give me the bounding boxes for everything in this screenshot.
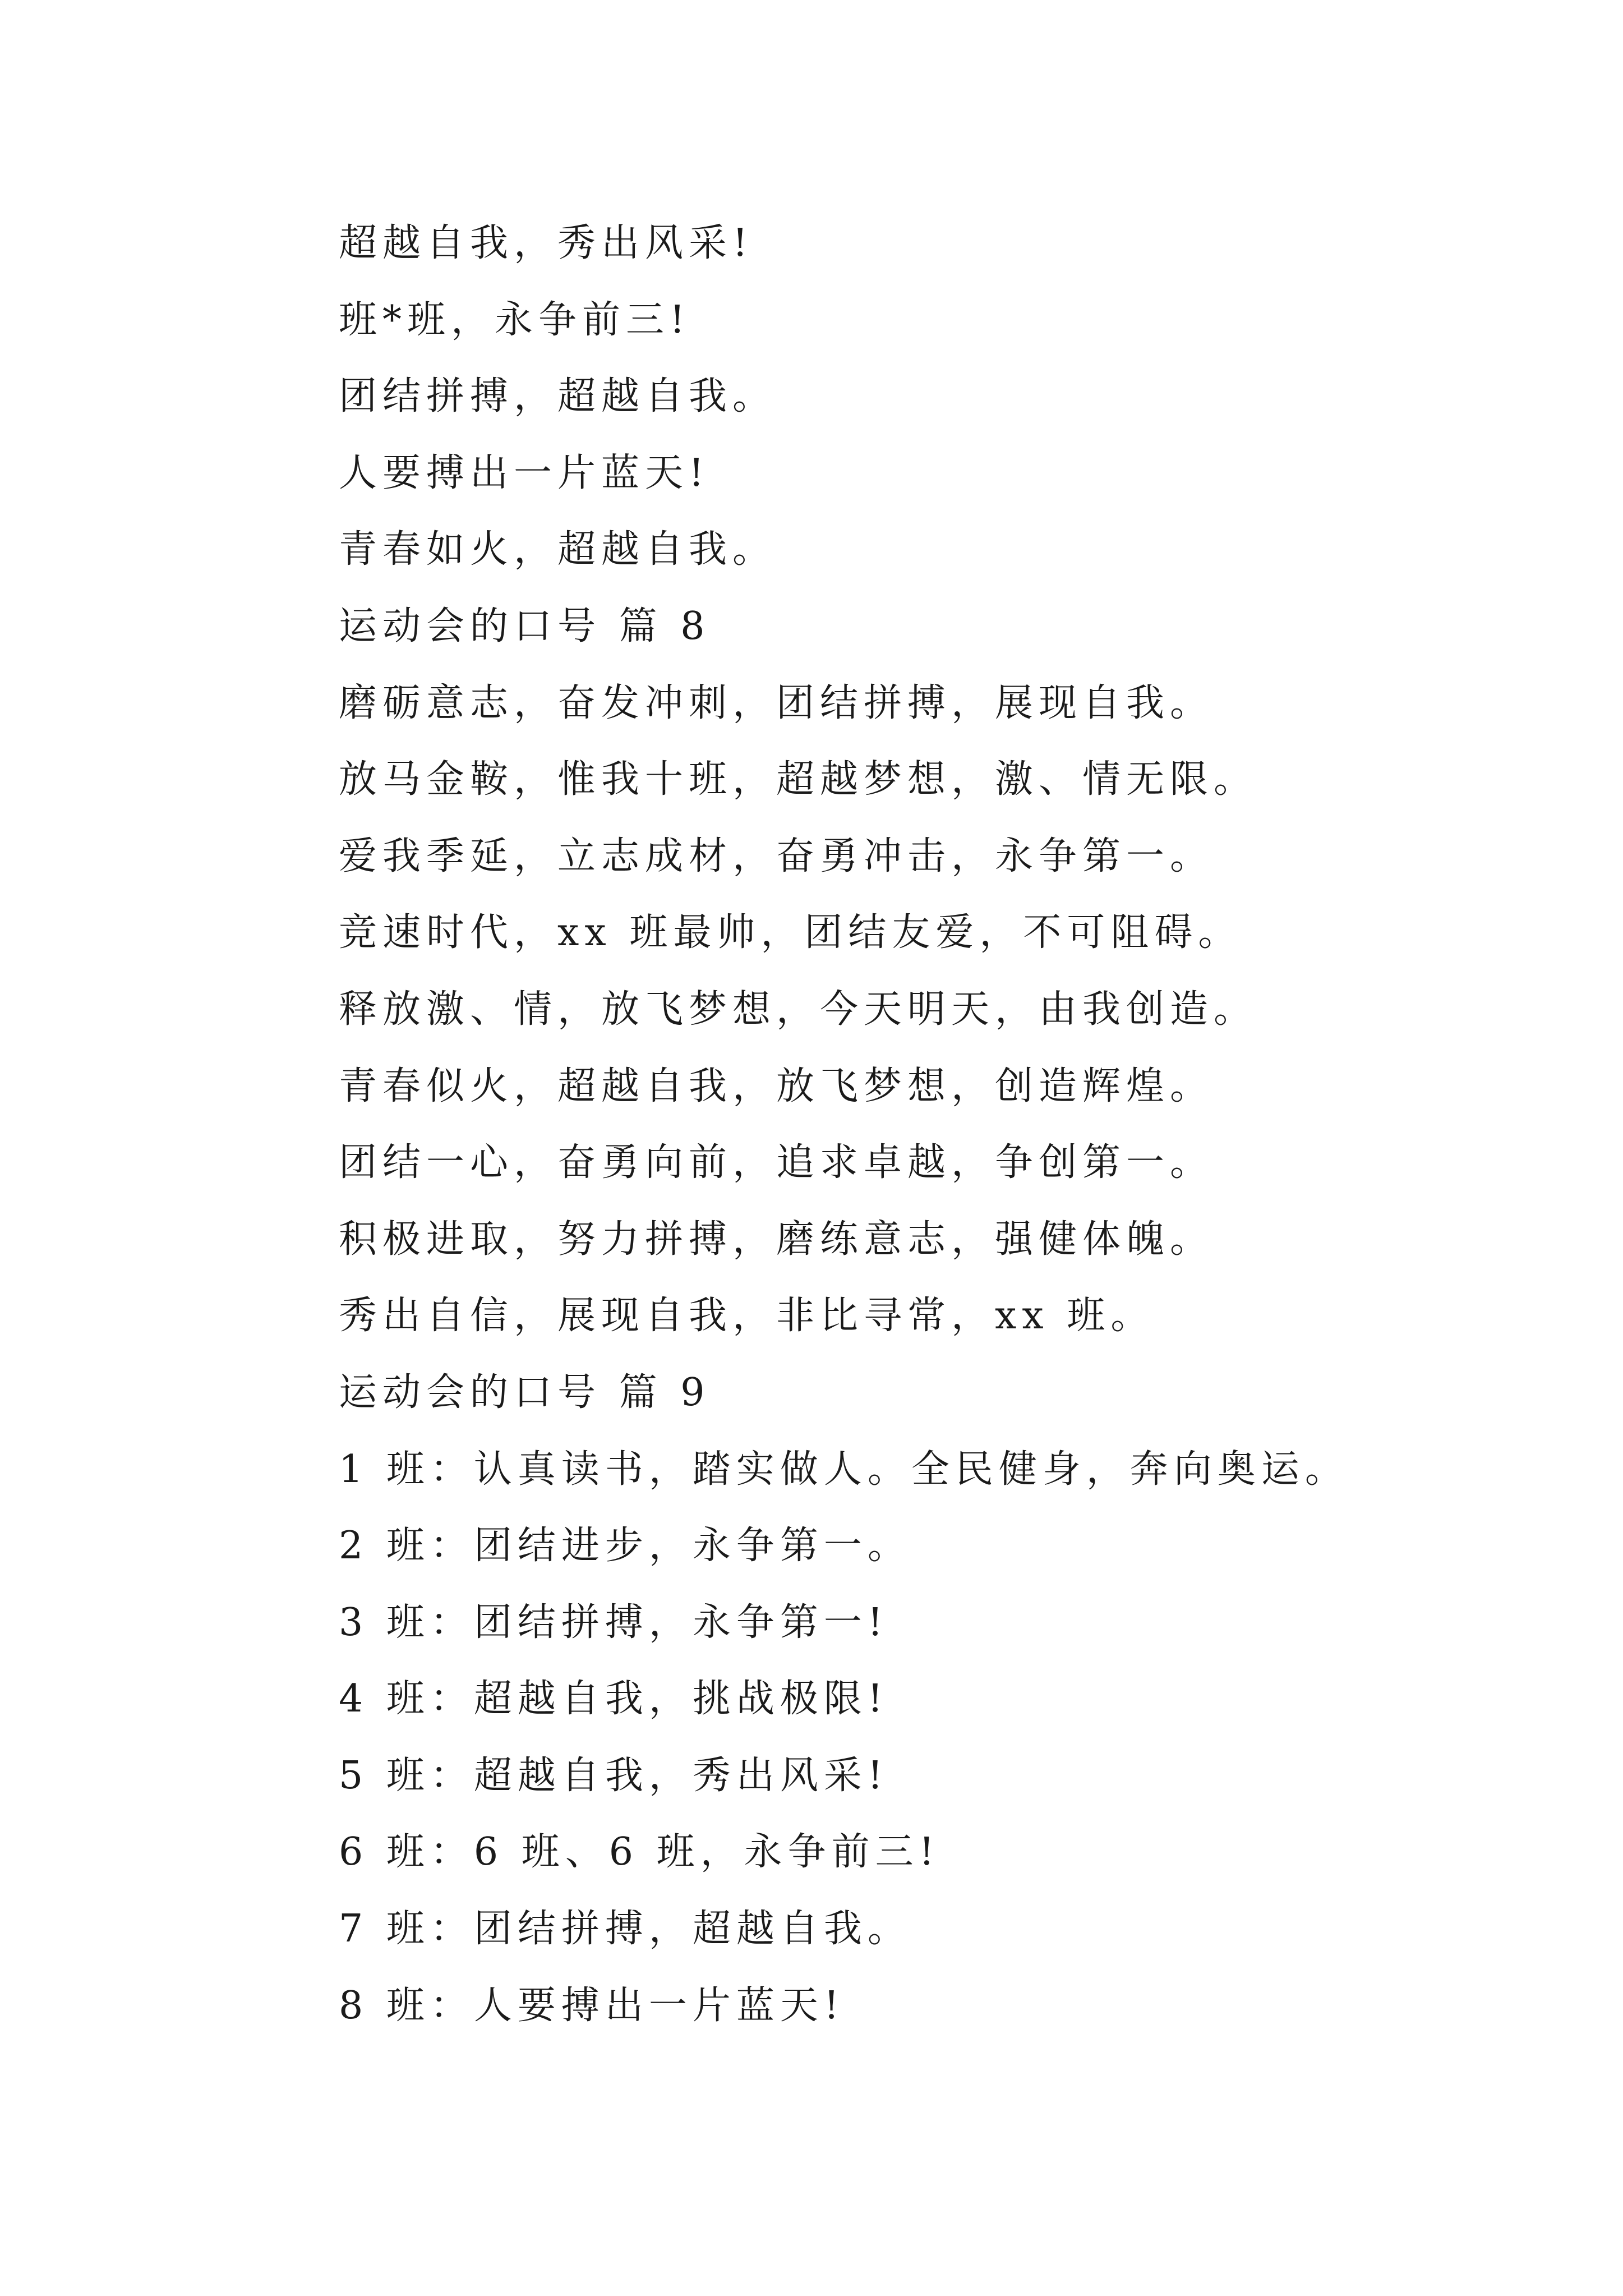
text-line: 团结一心，奋勇向前，追求卓越，争创第一。 — [339, 1140, 1214, 1185]
text-line: 青春如火，超越自我。 — [339, 527, 777, 572]
text-line: 人要搏出一片蓝天! — [339, 450, 710, 495]
text-line: 4 班：超越自我，挑战极限! — [339, 1677, 889, 1722]
text-line: 秀出自信，展现自我，非比寻常，xx 班。 — [339, 1294, 1155, 1338]
text-line: 7 班：团结拼搏，超越自我。 — [339, 1907, 911, 1952]
text-line: 超越自我，秀出风采! — [339, 221, 754, 265]
text-line: 放马金鞍，惟我十班，超越梦想，激、情无限。 — [339, 757, 1258, 802]
text-line: 积极进取，努力拼搏，磨练意志，强健体魄。 — [339, 1217, 1214, 1262]
document-body — [339, 205, 1573, 2044]
section-heading: 运动会的口号 篇 9 — [339, 1370, 711, 1415]
text-line: 磨砺意志，奋发冲刺，团结拼搏，展现自我。 — [339, 680, 1214, 725]
text-line: 3 班：团结拼搏，永争第一! — [339, 1600, 889, 1645]
text-line: 释放激、情，放飞梦想，今天明天，由我创造。 — [339, 987, 1258, 1032]
text-line: 青春似火，超越自我，放飞梦想，创造辉煌。 — [339, 1064, 1214, 1108]
section-heading: 运动会的口号 篇 8 — [339, 604, 711, 648]
text-line: 爱我季延，立志成材，奋勇冲击，永争第一。 — [339, 834, 1214, 878]
text-line: 竞速时代，xx 班最帅，团结友爱，不可阻碍。 — [339, 910, 1242, 955]
text-line: 5 班：超越自我，秀出风采! — [339, 1753, 889, 1798]
text-line: 班*班，永争前三! — [339, 297, 691, 342]
text-line: 团结拼搏，超越自我。 — [339, 374, 777, 419]
text-line: 8 班：人要搏出一片蓝天! — [339, 1983, 845, 2028]
text-line: 6 班：6 班、6 班，永争前三! — [339, 1830, 940, 1875]
text-line: 2 班：团结进步，永争第一。 — [339, 1524, 911, 1568]
text-line: 1 班：认真读书，踏实做人。全民健身，奔向奥运。 — [339, 1447, 1349, 1492]
